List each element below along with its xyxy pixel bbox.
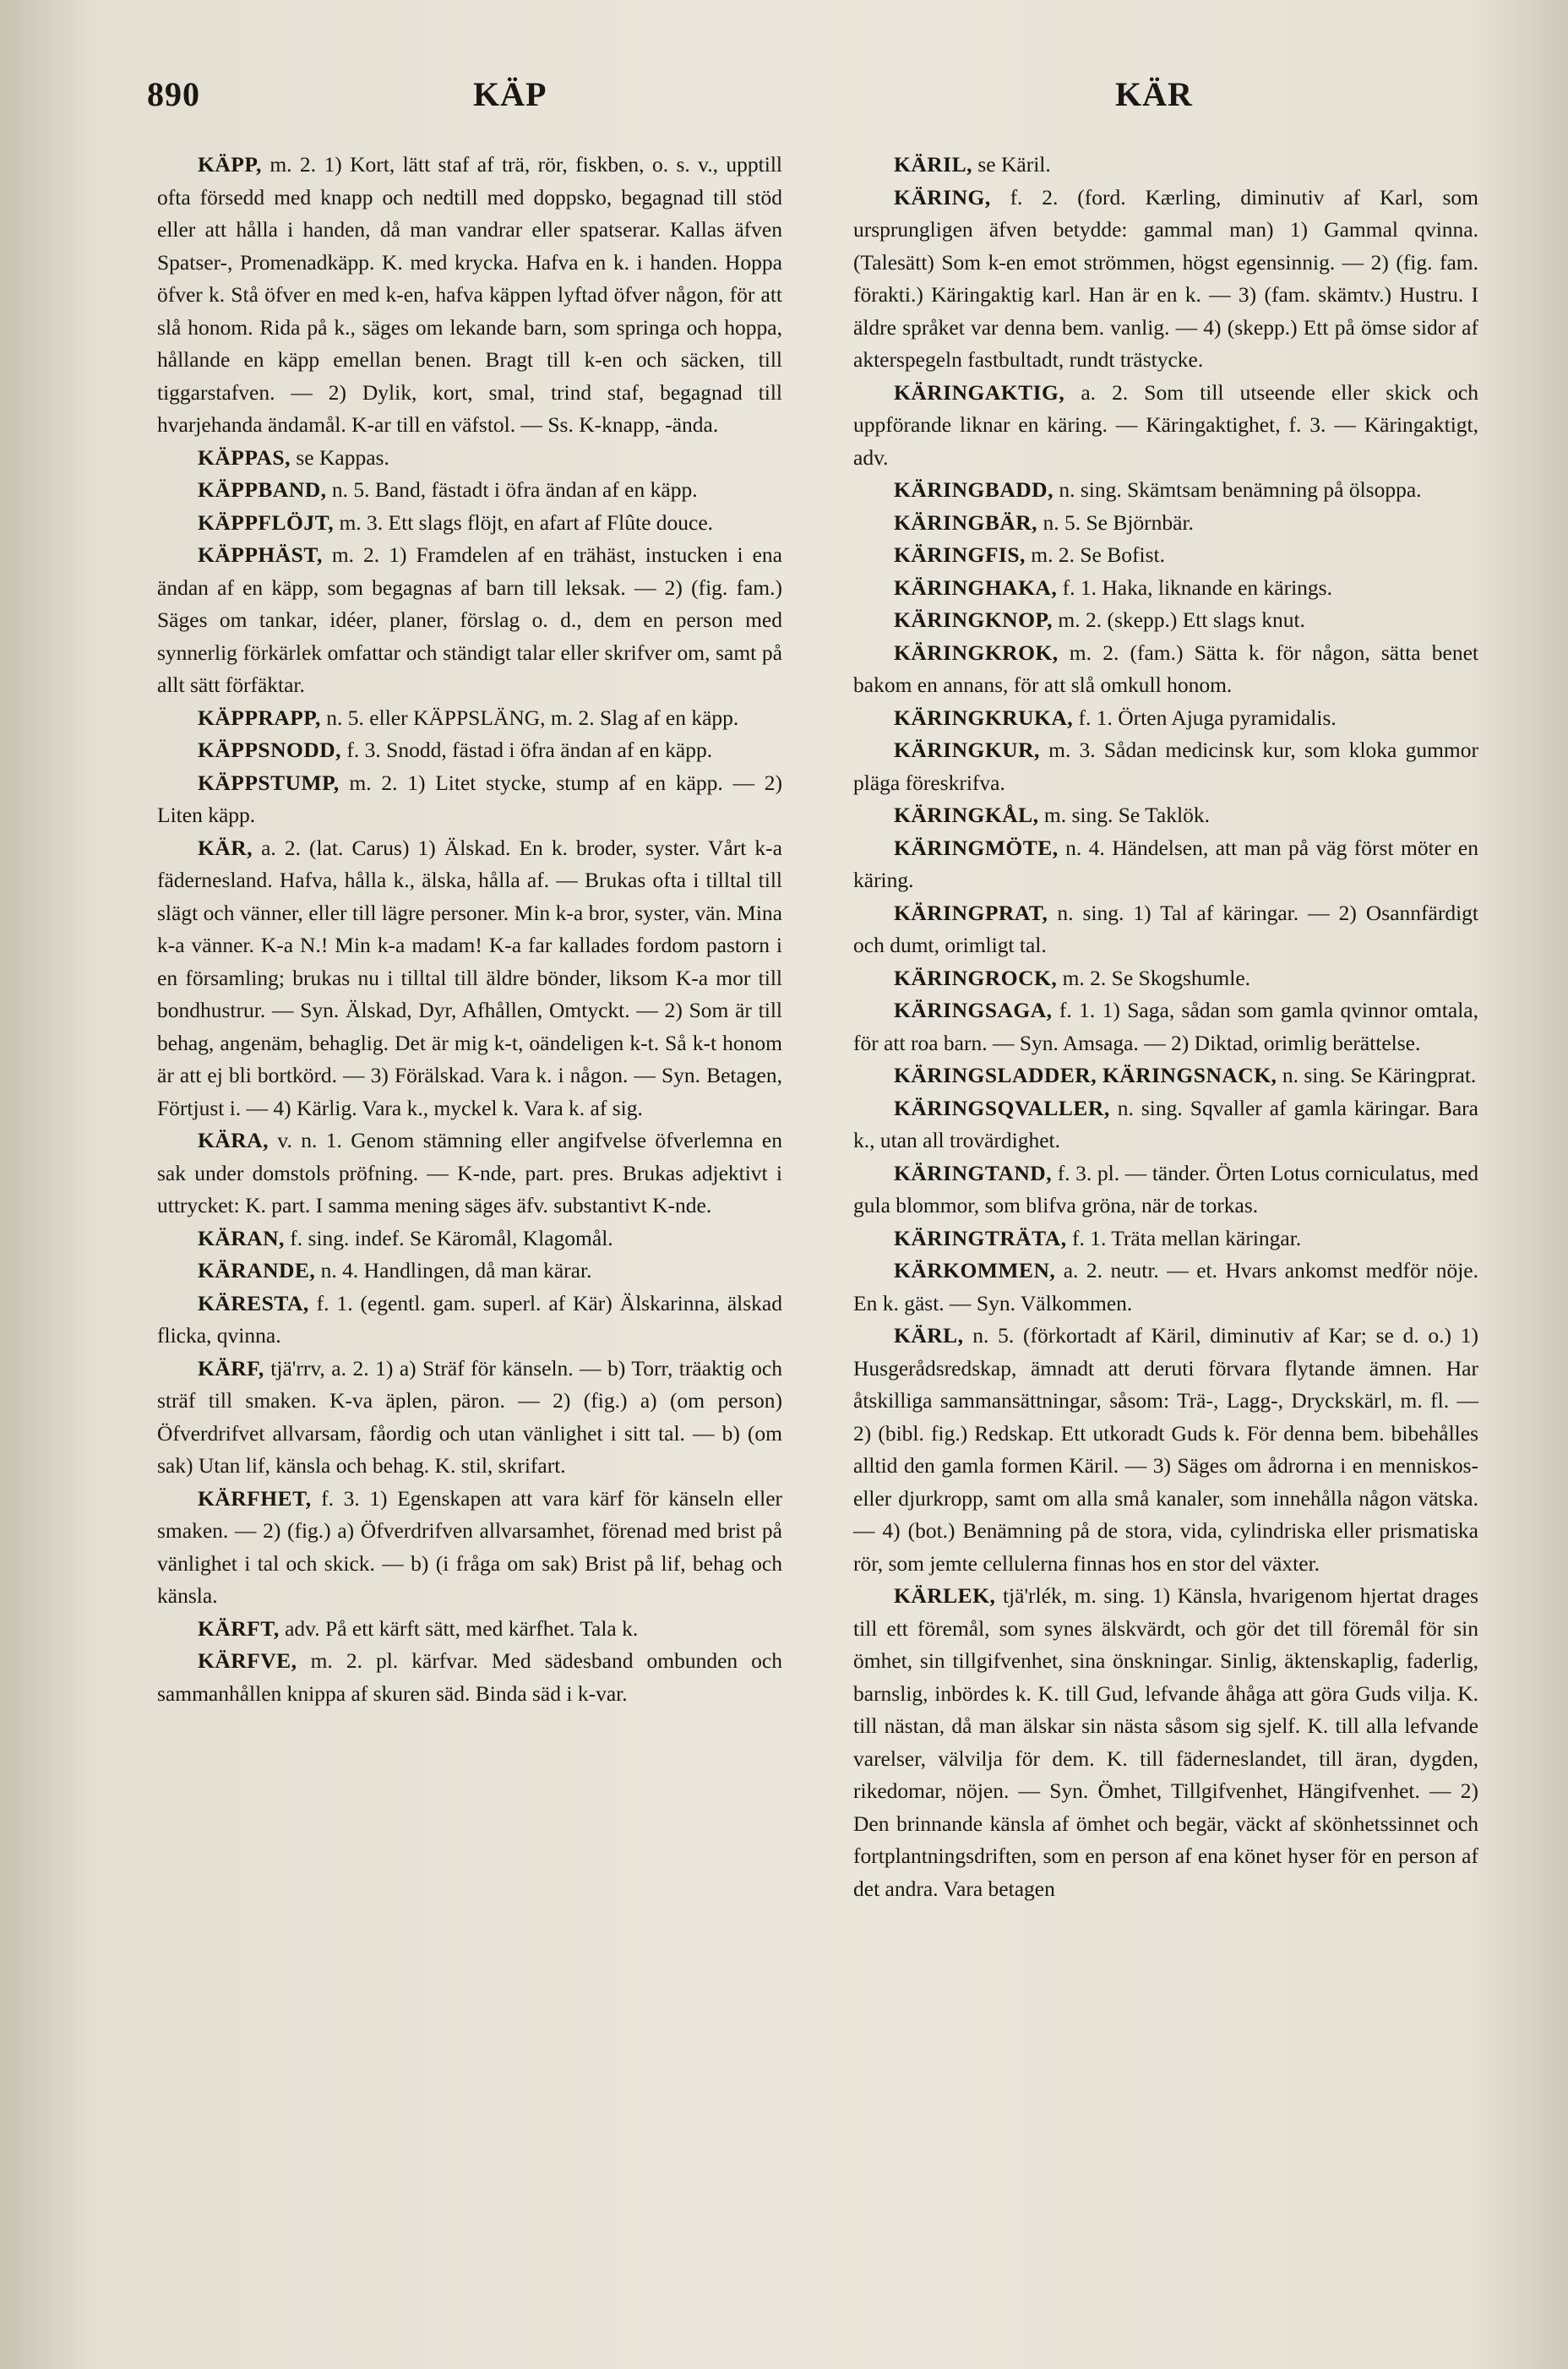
entry-headword: KÄPP,	[198, 152, 262, 177]
entry-definition: se Käril.	[972, 152, 1051, 177]
entry-headword: KÄRFVE,	[198, 1648, 297, 1673]
entry-headword: KÄRL,	[894, 1323, 964, 1348]
entry-definition: n. 5. eller KÄPPSLÄNG, m. 2. Slag af en käpp.	[320, 705, 739, 730]
entry-headword: KÄPPSNODD,	[198, 738, 342, 762]
dictionary-entry	[853, 1059, 1478, 1092]
entry-definition: f. 1. (egentl. gam. superl. af Kär) Älskarinna, älskad flicka, qvinna.	[157, 1290, 782, 1348]
right-column-keyword: KÄR	[1115, 75, 1193, 113]
entry-definition: n. 5. Band, fästadt i öfra ändan af en käpp.	[326, 477, 698, 502]
entry-headword: KÄRAN,	[198, 1225, 285, 1250]
entry-headword: KÄRINGSQVALLER,	[894, 1095, 1110, 1120]
dictionary-entry	[157, 1353, 782, 1483]
entry-headword: KÄPPAS,	[198, 444, 291, 470]
entry-definition: n. sing. Sqvaller af gamla käringar. Bara k., utan all trovärdighet.	[853, 1095, 1478, 1152]
entry-definition: m. 2. pl. kärfvar. Med sädesband ombunden och sammanhållen knippa af skuren säd. Binda säd i k-var.	[157, 1648, 782, 1706]
entry-definition: n. 5. Se Björnbär.	[1037, 509, 1194, 535]
dictionary-entry	[853, 182, 1478, 377]
entry-headword: KÄRANDE,	[198, 1258, 316, 1283]
entry-definition: tjä'rlék, m. sing. 1) Känsla, hvarigenom hjertat drages till ett föremål, som synes älskvärdt, och gör det till föremål för sin ömhet, sin tillgifvenhet, sina önskningar. Sinlig, äktenskaplig, faderlig, barnslig, inbördes k. K. till Gud, lefvande åhåga att göra Guds vilja. K. till nästan, då man älskar sin nästa såsom sig sjelf. K. till alla lefvande varelser, välvilja för dem. K. till fäderneslandet, till äran, dygden, rikedomar, nöjen. — Syn. Ömhet, Tillgifvenhet, Hängifvenhet. — 2) Den brinnande känsla af ömhet och begär, väckt af skönhetssinnet och fortplantningsdriften, som en person af ena könet hyser för en person af det andra. Vara betagen	[853, 1583, 1478, 1901]
dictionary-entry	[157, 1645, 782, 1710]
entry-headword: KÄPPRAPP,	[198, 705, 321, 730]
dictionary-entry	[853, 1255, 1478, 1320]
entry-headword: KÄRINGKROK,	[894, 640, 1059, 665]
dictionary-entry	[157, 1483, 782, 1613]
entry-definition: m. 2. (fam.) Sätta k. för någon, sätta benet bakom en annans, för att slå omkull honom.	[853, 640, 1478, 697]
dictionary-entry	[157, 149, 782, 442]
entry-headword: KÄRINGHAKA,	[894, 575, 1058, 600]
entry-definition: m. 2. (skepp.) Ett slags knut.	[1053, 607, 1305, 632]
entry-headword: KÄR,	[198, 835, 253, 860]
entry-definition: tjä'rrv, a. 2. 1) a) Sträf för känseln. — b) Torr, träaktig och sträf till smaken. K-va äplen, päron. — 2) (fig.) a) (om person) Öfverdrifvet allvarsam, fåordig och utan vänlighet i sitt tal. — b) (om sak) Utan lif, känsla och behag. K. stil, skrifart.	[157, 1355, 782, 1478]
entry-definition: m. 2. 1) Kort, lätt staf af trä, rör, fiskben, o. s. v., upptill ofta försedd med knapp och nedtill med doppsko, begagnad till stöd eller att hålla i handen, då man vandrar eller spatserar. Kallas äfven Spatser-, Promenadkäpp. K. med krycka. Hafva en k. i handen. Hoppa öfver k. Stå öfver en med k-en, hafva käppen lyftad öfver någon, för att slå honom. Rida på k., säges om lekande barn, som springa och hoppa, hållande en käpp emellan benen. Bragt till k-en och säcken, till tiggarstafven. — 2) Dylik, kort, smal, trind staf, begagnad till hvarjehanda ändamål. K-ar till en väfstol. — Ss. K-knapp, -ända.	[157, 152, 782, 437]
entry-definition: n. 4. Händelsen, att man på väg först möter en käring.	[853, 835, 1478, 892]
entry-headword: KÄRINGKRUKA,	[894, 705, 1074, 730]
dictionary-entry	[157, 1613, 782, 1646]
dictionary-entry	[157, 507, 782, 540]
entry-definition: f. 1. Träta mellan käringar.	[1066, 1225, 1302, 1250]
page-number: 890	[147, 75, 200, 113]
dictionary-entry	[157, 539, 782, 702]
entry-definition: f. 1. 1) Saga, sådan som gamla qvinnor omtala, för att roa barn. — Syn. Amsaga. — 2) Diktad, orimlig berättelse.	[853, 998, 1478, 1055]
right-column	[853, 149, 1478, 1905]
left-column-keyword: KÄP	[473, 75, 547, 113]
entry-headword: KÄRINGSLADDER, KÄRINGSNACK,	[894, 1063, 1277, 1087]
entry-definition: n. sing. 1) Tal af käringar. — 2) Osannfärdigt och dumt, orimligt tal.	[853, 900, 1478, 957]
entry-definition: se Kappas.	[290, 444, 389, 470]
dictionary-entry	[853, 474, 1478, 507]
dictionary-entry	[157, 474, 782, 507]
entry-definition: f. 1. Haka, liknande en kärings.	[1057, 575, 1332, 600]
entry-headword: KÄPPHÄST,	[198, 542, 323, 567]
dictionary-entry	[157, 442, 782, 475]
dictionary-entry	[853, 1580, 1478, 1905]
entry-definition: f. 3. Snodd, fästad i öfra ändan af en käpp.	[341, 738, 713, 762]
entry-headword: KÄRINGBÄR,	[894, 509, 1038, 535]
entry-headword: KÄRKOMMEN,	[894, 1258, 1056, 1283]
entry-headword: KÄRINGKNOP,	[894, 607, 1054, 632]
dictionary-entry	[157, 702, 782, 735]
entry-definition: a. 2. neutr. — et. Hvars ankomst medför nöje. En k. gäst. — Syn. Välkommen.	[853, 1258, 1478, 1315]
dictionary-entry	[157, 1223, 782, 1255]
dictionary-entry	[853, 507, 1478, 540]
entry-headword: KÄPPFLÖJT,	[198, 509, 335, 535]
dictionary-entry	[157, 1288, 782, 1353]
dictionary-entry	[853, 572, 1478, 605]
dictionary-entry	[853, 1320, 1478, 1580]
entry-headword: KÄRA,	[198, 1128, 269, 1152]
entry-headword: KÄRINGTRÄTA,	[894, 1225, 1067, 1250]
dictionary-entry	[853, 539, 1478, 572]
entry-headword: KÄRINGTAND,	[894, 1160, 1053, 1185]
entry-headword: KÄRINGBADD,	[894, 477, 1054, 502]
dictionary-entry	[157, 1125, 782, 1223]
dictionary-entry	[853, 637, 1478, 702]
entry-headword: KÄRINGSAGA,	[894, 998, 1053, 1022]
entry-definition: a. 2. Som till utseende eller skick och uppförande liknar en käring. — Käringaktighet, f. 3. — Käringaktigt, adv.	[853, 379, 1478, 470]
entry-headword: KÄRING,	[894, 184, 991, 210]
entry-headword: KÄRINGKUR,	[894, 738, 1040, 762]
dictionary-entry	[853, 897, 1478, 962]
page-header	[0, 74, 1568, 125]
entry-definition: a. 2. (lat. Carus) 1) Älskad. En k. broder, syster. Vårt k-a fädernesland. Hafva, hålla k., älska, hålla af. — Brukas ofta i tilltal till slägt och vänner, eller till lägre personer. Min k-a bror, syster, vän. Mina k-a vänner. K-a N.! Min k-a madam! K-a far kallades fordom pastorn i en församling; brukas nu i tilltal till äldre bönder, liksom K-a mor till bondhustrur. — Syn. Älskad, Dyr, Afhållen, Omtyckt. — 2) Som är till behag, angenäm, behaglig. Det är mig k-t, oändeligen k-t. Så k-t honom är att ej bli bortkörd. — 3) Förälskad. Vara k. i någon. — Syn. Betagen, Förtjust i. — 4) Kärlig. Vara k., myckel k. Vara k. af sig.	[157, 835, 782, 1120]
entry-headword: KÄRINGROCK,	[894, 965, 1058, 990]
entry-definition: m. 2. 1) Litet stycke, stump af en käpp. — 2) Liten käpp.	[157, 770, 782, 827]
entry-definition: m. sing. Se Taklök.	[1038, 803, 1210, 827]
entry-definition: v. n. 1. Genom stämning eller angifvelse öfverlemna en sak under domstols pröfning. — K-nde, part. pres. Brukas adjektivt i uttrycket: K. part. I samma mening säges äfv. substantivt K-nde.	[157, 1128, 782, 1217]
entry-headword: KÄRINGAKTIG,	[894, 379, 1065, 405]
entry-headword: KÄRLEK,	[894, 1583, 996, 1608]
entry-headword: KÄRESTA,	[198, 1290, 309, 1315]
entry-definition: f. 2. (ford. Kærling, diminutiv af Karl, som ursprungligen äfven betydde: gammal man) 1) Gammal qvinna. (Talesätt) Som k-en emot strömmen, högst egensinnig. — 2) (fig. fam. förakti.) Käringaktig karl. Han är en k. — 3) (fam. skämtv.) Hustru. I äldre språket var denna bem. vanlig. — 4) (skepp.) Ett på ömse sidor af akterspegeln fastbultadt, rundt trästycke.	[853, 184, 1478, 372]
dictionary-entry	[853, 1157, 1478, 1223]
entry-headword: KÄPPSTUMP,	[198, 770, 340, 795]
dictionary-entry	[853, 994, 1478, 1059]
entry-definition: f. 3. pl. — tänder. Örten Lotus corniculatus, med gula blommor, som blifva gröna, när de torkas.	[853, 1160, 1478, 1217]
dictionary-entry	[853, 832, 1478, 897]
entry-headword: KÄPPBAND,	[198, 477, 327, 502]
dictionary-entry	[157, 734, 782, 767]
entry-definition: n. 5. (förkortadt af Käril, diminutiv af Kar; se d. o.) 1) Husgerådsredskap, ämnadt att deruti förvara flytande ämnen. Har åtskilliga sammansättningar, såsom: Trä-, Lagg-, Dryckskärl, m. fl. — 2) (bibl. fig.) Redskap. Ett utkoradt Guds k. För denna bem. bibehålles alltid den gamla formen Käril. — 3) Säges om ådrorna i en menniskos- eller djurkropp, samt om alla små kanaler, som innehålla någon vätska. — 4) (bot.) Benämning på de stora, vida, cylindriska eller prismatiska rör, som jemte cellulerna finnas hos en stor del växter.	[853, 1323, 1478, 1576]
entry-headword: KÄRFT,	[198, 1615, 280, 1641]
entry-headword: KÄRF,	[198, 1355, 264, 1381]
dictionary-entry	[853, 1223, 1478, 1255]
dictionary-entry	[853, 799, 1478, 832]
entry-definition: n. sing. Se Käringprat.	[1277, 1063, 1477, 1087]
entry-headword: KÄRINGPRAT,	[894, 900, 1048, 925]
entry-definition: m. 3. Ett slags flöjt, en afart af Flûte douce.	[334, 509, 714, 535]
entry-headword: KÄRINGMÖTE,	[894, 835, 1059, 860]
dictionary-entry	[853, 962, 1478, 995]
entry-definition: m. 2. Se Skogshumle.	[1057, 965, 1251, 990]
entry-definition: adv. På ett kärft sätt, med kärfhet. Tala k.	[279, 1615, 639, 1641]
entry-definition: m. 3. Sådan medicinsk kur, som kloka gummor pläga föreskrifva.	[853, 738, 1478, 795]
dictionary-entry	[853, 734, 1478, 799]
dictionary-entry	[853, 702, 1478, 735]
dictionary-entry	[853, 149, 1478, 182]
dictionary-entry	[853, 604, 1478, 637]
dictionary-entry	[157, 1255, 782, 1288]
entry-definition: m. 2. Se Bofist.	[1025, 542, 1165, 567]
entry-headword: KÄRINGFIS,	[894, 542, 1026, 567]
dictionary-entry	[157, 832, 782, 1125]
entry-definition: f. sing. indef. Se Käromål, Klagomål.	[284, 1225, 613, 1250]
entry-headword: KÄRIL,	[894, 152, 972, 177]
left-column	[157, 149, 782, 1710]
entry-definition: f. 1. Örten Ajuga pyramidalis.	[1073, 705, 1337, 730]
entry-headword: KÄRFHET,	[198, 1485, 312, 1511]
entry-definition: f. 3. 1) Egenskapen att vara kärf för känseln eller smaken. — 2) (fig.) a) Öfverdrifven allvarsamhet, förenad med brist på vänlighet i tal och skick. — b) (i fråga om sak) Brist på lif, behag och känsla.	[157, 1485, 782, 1608]
entry-definition: n. 4. Handlingen, då man kärar.	[315, 1258, 592, 1283]
dictionary-entry	[157, 767, 782, 832]
entry-definition: n. sing. Skämtsam benämning på ölsoppa.	[1053, 477, 1422, 502]
dictionary-entry	[853, 1092, 1478, 1157]
entry-headword: KÄRINGKÅL,	[894, 803, 1039, 827]
dictionary-entry	[853, 377, 1478, 475]
entry-definition: m. 2. 1) Framdelen af en trähäst, instucken i ena ändan af en käpp, som begagnas af barn till leksak. — 2) (fig. fam.) Säges om tankar, idéer, planer, förslag o. d., dem en person med synnerlig förkärlek omfattar och ständigt talar eller skrifver om, samt på allt sätt förfäktar.	[157, 542, 782, 697]
